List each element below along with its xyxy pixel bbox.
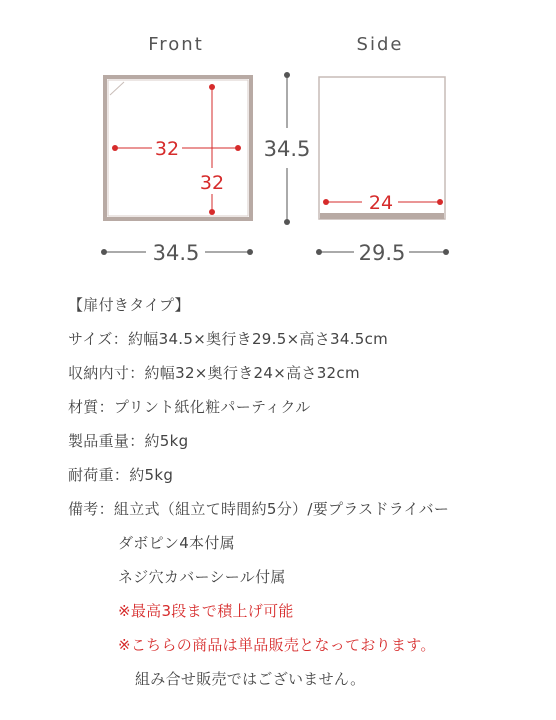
- spec-remarks-cover: ネジ穴カバーシール付属: [118, 568, 286, 586]
- spec-note-stack: ※最高3段まで積上げ可能: [118, 602, 294, 620]
- side-inner-depth-label: 24: [368, 192, 394, 214]
- spec-remarks: 備考：組立式（組立て時間約5分）/要プラスドライバー: [68, 500, 450, 518]
- spec-load: 耐荷重：約5kg: [68, 466, 174, 484]
- front-title: Front: [148, 34, 204, 55]
- outer-depth-label: 29.5: [358, 241, 406, 265]
- dimension-diagram: [0, 0, 556, 280]
- front-inner-width-label: 32: [154, 138, 180, 160]
- front-inner-height-label: 32: [199, 172, 225, 194]
- side-title: Side: [356, 34, 404, 55]
- spec-list: [68, 288, 449, 696]
- spec-inner-size: 収納内寸：約幅32×奥行き24×高さ32cm: [68, 364, 360, 382]
- spec-weight: 製品重量：約5kg: [68, 432, 189, 450]
- spec-note-combo: 組み合せ販売ではございません。: [135, 670, 366, 688]
- front-inner-height-arrow: [209, 84, 215, 215]
- spec-heading: 【扉付きタイプ】: [68, 296, 190, 314]
- spec-size: サイズ：約幅34.5×奥行き29.5×高さ34.5cm: [68, 330, 389, 348]
- outer-width-label: 34.5: [152, 241, 200, 265]
- spec-remarks-dowel: ダボピン4本付属: [118, 534, 235, 552]
- outer-height-label: 34.5: [263, 137, 311, 161]
- spec-material: 材質：プリント紙化粧パーティクル: [68, 398, 311, 416]
- spec-note-single: ※こちらの商品は単品販売となっております。: [118, 636, 436, 654]
